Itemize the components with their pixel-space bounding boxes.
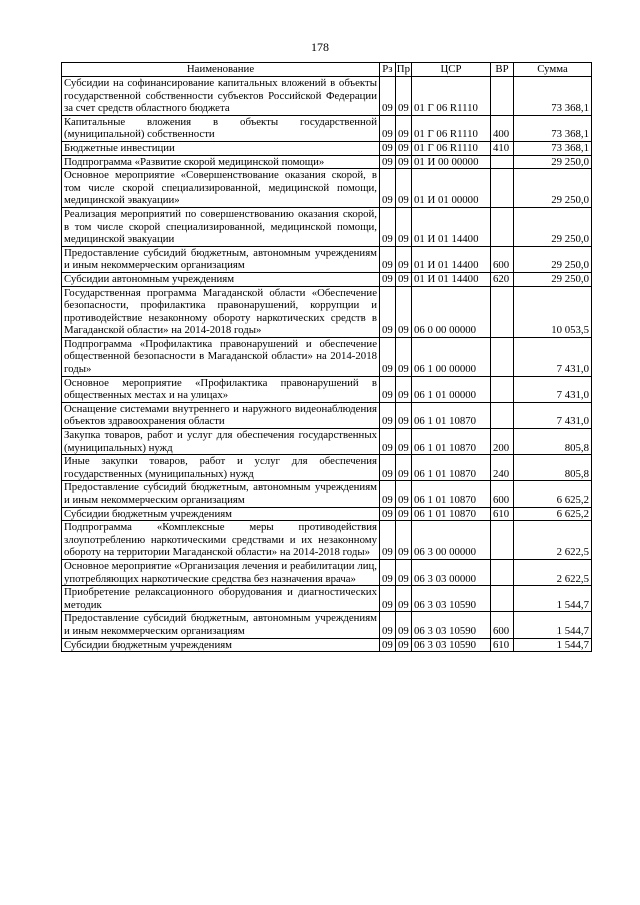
row-vr: 410 — [491, 141, 514, 155]
row-rz: 09 — [380, 115, 396, 141]
row-vr — [491, 337, 514, 376]
row-name: Субсидии автономным учреждениям — [62, 272, 380, 286]
row-rz: 09 — [380, 77, 396, 116]
row-csr: 06 1 01 10870 — [412, 429, 491, 455]
row-name: Закупка товаров, работ и услуг для обеспечения государственных (муниципальных) нужд — [62, 429, 380, 455]
header-rz: Рз — [380, 63, 396, 77]
row-sum: 6 625,2 — [514, 481, 592, 507]
row-pr: 09 — [395, 141, 411, 155]
row-rz: 09 — [380, 402, 396, 428]
row-sum: 2 622,5 — [514, 521, 592, 560]
row-rz: 09 — [380, 155, 396, 169]
row-vr: 400 — [491, 115, 514, 141]
row-csr: 01 И 01 14400 — [412, 246, 491, 272]
row-csr: 06 3 03 10590 — [412, 612, 491, 638]
row-rz: 09 — [380, 207, 396, 246]
row-vr — [491, 402, 514, 428]
row-csr: 01 Г 06 R1110 — [412, 77, 491, 116]
row-name: Приобретение релаксационного оборудования и диагностических методик — [62, 586, 380, 612]
row-vr — [491, 586, 514, 612]
row-rz: 09 — [380, 612, 396, 638]
row-rz: 09 — [380, 286, 396, 337]
row-sum: 1 544,7 — [514, 586, 592, 612]
budget-table — [61, 62, 592, 652]
row-csr: 06 0 00 00000 — [412, 286, 491, 337]
row-csr: 06 3 03 00000 — [412, 559, 491, 585]
row-pr: 09 — [395, 169, 411, 208]
table-row — [62, 286, 592, 337]
header-vr: ВР — [491, 63, 514, 77]
row-rz: 09 — [380, 376, 396, 402]
row-name: Бюджетные инвестиции — [62, 141, 380, 155]
row-rz: 09 — [380, 638, 396, 652]
row-pr: 09 — [395, 115, 411, 141]
row-csr: 06 1 01 10870 — [412, 481, 491, 507]
row-csr: 06 3 03 10590 — [412, 586, 491, 612]
row-pr: 09 — [395, 207, 411, 246]
row-name: Подпрограмма «Развитие скорой медицинской помощи» — [62, 155, 380, 169]
row-csr: 06 1 00 00000 — [412, 337, 491, 376]
row-rz: 09 — [380, 507, 396, 521]
row-sum: 1 544,7 — [514, 638, 592, 652]
table-row — [62, 402, 592, 428]
row-csr: 01 И 01 00000 — [412, 169, 491, 208]
row-name: Подпрограмма «Комплексные меры противодействия злоупотреблению наркотическими средствами и их незаконному обороту на территории Магаданской области» на 2014-2018 годы» — [62, 521, 380, 560]
row-sum: 6 625,2 — [514, 507, 592, 521]
row-sum: 7 431,0 — [514, 402, 592, 428]
row-vr: 240 — [491, 455, 514, 481]
row-vr — [491, 521, 514, 560]
table-row — [62, 586, 592, 612]
table-row — [62, 376, 592, 402]
row-sum: 73 368,1 — [514, 115, 592, 141]
row-vr — [491, 155, 514, 169]
table-row — [62, 141, 592, 155]
row-name: Предоставление субсидий бюджетным, автономным учреждениям и иным некоммерческим организациям — [62, 612, 380, 638]
row-rz: 09 — [380, 455, 396, 481]
row-sum: 29 250,0 — [514, 169, 592, 208]
table-row — [62, 612, 592, 638]
row-name: Иные закупки товаров, работ и услуг для обеспечения государственных (муниципальных) нужд — [62, 455, 380, 481]
table-header-row — [62, 63, 592, 77]
row-pr: 09 — [395, 155, 411, 169]
row-sum: 805,8 — [514, 455, 592, 481]
row-rz: 09 — [380, 429, 396, 455]
row-sum: 73 368,1 — [514, 141, 592, 155]
row-pr: 09 — [395, 77, 411, 116]
row-vr — [491, 169, 514, 208]
table-row — [62, 77, 592, 116]
row-pr: 09 — [395, 272, 411, 286]
row-name: Предоставление субсидий бюджетным, автономным учреждениям и иным некоммерческим организациям — [62, 481, 380, 507]
row-rz: 09 — [380, 272, 396, 286]
row-pr: 09 — [395, 286, 411, 337]
row-pr: 09 — [395, 376, 411, 402]
table-row — [62, 115, 592, 141]
row-name: Основное мероприятие «Организация лечения и реабилитации лиц, употребляющих наркотические средства без назначения врача» — [62, 559, 380, 585]
row-pr: 09 — [395, 455, 411, 481]
row-sum: 73 368,1 — [514, 77, 592, 116]
row-name: Субсидии бюджетным учреждениям — [62, 638, 380, 652]
row-pr: 09 — [395, 638, 411, 652]
row-rz: 09 — [380, 559, 396, 585]
row-name: Предоставление субсидий бюджетным, автономным учреждениям и иным некоммерческим организациям — [62, 246, 380, 272]
page-number: 178 — [311, 40, 329, 54]
row-rz: 09 — [380, 141, 396, 155]
row-pr: 09 — [395, 337, 411, 376]
row-name: Капитальные вложения в объекты государственной (муниципальной) собственности — [62, 115, 380, 141]
table-row — [62, 246, 592, 272]
row-name: Оснащение системами внутреннего и наружного видеонаблюдения объектов здравоохранения области — [62, 402, 380, 428]
row-csr: 01 И 00 00000 — [412, 155, 491, 169]
row-vr — [491, 286, 514, 337]
row-pr: 09 — [395, 481, 411, 507]
row-name: Основное мероприятие «Профилактика правонарушений в общественных местах и на улицах» — [62, 376, 380, 402]
row-vr: 600 — [491, 246, 514, 272]
row-csr: 06 1 01 10870 — [412, 455, 491, 481]
row-csr: 06 3 00 00000 — [412, 521, 491, 560]
row-name: Субсидии бюджетным учреждениям — [62, 507, 380, 521]
row-csr: 06 1 01 00000 — [412, 376, 491, 402]
row-vr — [491, 559, 514, 585]
row-pr: 09 — [395, 402, 411, 428]
row-rz: 09 — [380, 246, 396, 272]
table-row — [62, 559, 592, 585]
header-pr: Пр — [396, 63, 410, 76]
table-row — [62, 521, 592, 560]
row-rz: 09 — [380, 337, 396, 376]
row-pr: 09 — [395, 246, 411, 272]
row-name: Государственная программа Магаданской области «Обеспечение безопасности, профилактика правонарушений, коррупции и противодействие незаконному обороту наркотических средств в Магаданской области» на 2014-2018 годы» — [62, 286, 380, 337]
row-name: Субсидии на софинансирование капитальных вложений в объекты государственной собственности субъектов Российской Федерации за счет средств областного бюджета — [62, 77, 380, 116]
table-row — [62, 207, 592, 246]
row-csr: 01 И 01 14400 — [412, 207, 491, 246]
row-name: Реализация мероприятий по совершенствованию оказания скорой, в том числе скорой специализированной, медицинской помощи, медицинской эвакуации — [62, 207, 380, 246]
row-rz: 09 — [380, 521, 396, 560]
row-pr: 09 — [395, 586, 411, 612]
table-row — [62, 455, 592, 481]
row-vr — [491, 376, 514, 402]
row-sum: 805,8 — [514, 429, 592, 455]
row-sum: 29 250,0 — [514, 207, 592, 246]
row-vr: 620 — [491, 272, 514, 286]
table-row — [62, 169, 592, 208]
row-sum: 1 544,7 — [514, 612, 592, 638]
row-sum: 2 622,5 — [514, 559, 592, 585]
row-sum: 29 250,0 — [514, 246, 592, 272]
table-row — [62, 481, 592, 507]
row-csr: 01 И 01 14400 — [412, 272, 491, 286]
row-pr: 09 — [395, 612, 411, 638]
table-row — [62, 429, 592, 455]
row-sum: 29 250,0 — [514, 272, 592, 286]
row-sum: 7 431,0 — [514, 337, 592, 376]
row-sum: 10 053,5 — [514, 286, 592, 337]
row-vr: 610 — [491, 507, 514, 521]
row-vr: 600 — [491, 481, 514, 507]
row-sum: 7 431,0 — [514, 376, 592, 402]
row-rz: 09 — [380, 169, 396, 208]
row-vr: 600 — [491, 612, 514, 638]
row-pr: 09 — [395, 429, 411, 455]
row-pr: 09 — [395, 521, 411, 560]
row-name: Подпрограмма «Профилактика правонарушений и обеспечение общественной безопасности в Магаданской области» на 2014-2018 годы» — [62, 337, 380, 376]
row-csr: 01 Г 06 R1110 — [412, 115, 491, 141]
row-rz: 09 — [380, 586, 396, 612]
row-vr: 610 — [491, 638, 514, 652]
header-sum: Сумма — [514, 63, 592, 77]
header-csr: ЦСР — [412, 63, 491, 77]
table-row — [62, 507, 592, 521]
row-csr: 06 1 01 10870 — [412, 507, 491, 521]
table-row — [62, 638, 592, 652]
row-vr — [491, 207, 514, 246]
row-vr — [491, 77, 514, 116]
row-pr: 09 — [395, 507, 411, 521]
row-csr: 01 Г 06 R1110 — [412, 141, 491, 155]
row-name: Основное мероприятие «Совершенствование оказания скорой, в том числе скорой специализированной, медицинской помощи, медицинской эвакуации» — [62, 169, 380, 208]
row-pr: 09 — [395, 559, 411, 585]
table-row — [62, 155, 592, 169]
row-rz: 09 — [380, 481, 396, 507]
row-sum: 29 250,0 — [514, 155, 592, 169]
table-row — [62, 272, 592, 286]
header-name: Наименование — [62, 63, 380, 77]
row-csr: 06 3 03 10590 — [412, 638, 491, 652]
table-row — [62, 337, 592, 376]
row-vr: 200 — [491, 429, 514, 455]
row-csr: 06 1 01 10870 — [412, 402, 491, 428]
